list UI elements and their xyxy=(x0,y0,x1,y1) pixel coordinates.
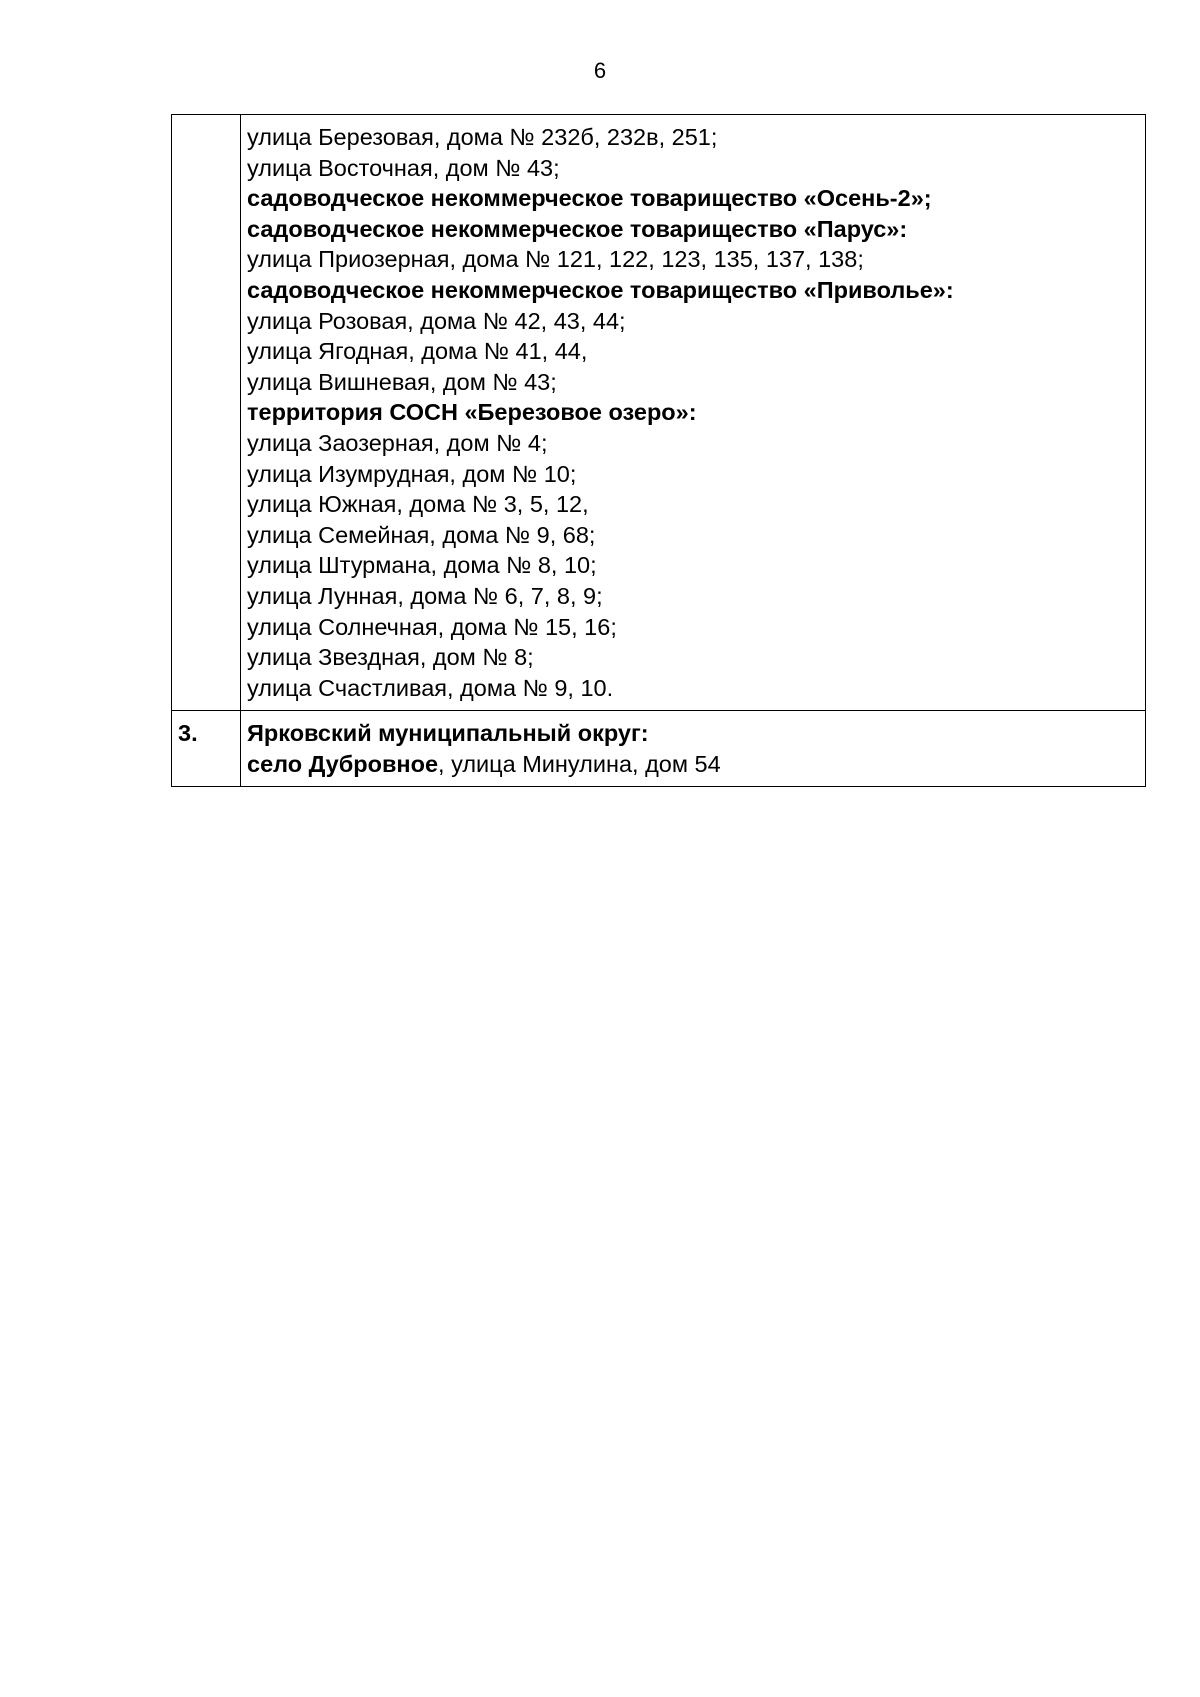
page-number: 6 xyxy=(593,58,607,83)
row-content-cell xyxy=(241,711,1146,787)
address-line: улица Вишневая, дом № 43; xyxy=(247,368,557,395)
row-number-cell: 3. xyxy=(172,711,241,787)
village-name: село Дубровное xyxy=(247,750,439,777)
address-table xyxy=(171,114,1146,787)
table-row xyxy=(172,115,1146,711)
row-content-cell xyxy=(241,115,1146,711)
settlement-heading: садоводческое некоммерческое товарищество «Парус»: xyxy=(247,215,908,242)
row-number-cell xyxy=(172,115,241,711)
settlement-heading: территория СОСН «Березовое озеро»: xyxy=(247,399,697,426)
address-line: улица Изумрудная, дом № 10; xyxy=(247,460,577,487)
address-line: улица Штурмана, дома № 8, 10; xyxy=(247,552,597,579)
address-line: улица Заозерная, дом № 4; xyxy=(247,429,548,456)
settlement-heading: садоводческое некоммерческое товарищество «Приволье»: xyxy=(247,276,954,303)
address-line: улица Восточная, дом № 43; xyxy=(247,154,560,181)
address-line: улица Звездная, дом № 8; xyxy=(247,644,534,671)
address-line: улица Березовая, дома № 232б, 232в, 251; xyxy=(247,124,718,150)
address-line: улица Южная, дома № 3, 5, 12, xyxy=(247,491,589,518)
village-address: , улица Минулина, дом 54 xyxy=(438,750,721,777)
address-line: улица Семейная, дома № 9, 68; xyxy=(247,521,596,548)
address-line: улица Приозерная, дома № 121, 122, 123, 135, 137, 138; xyxy=(247,246,864,273)
settlement-heading: садоводческое некоммерческое товарищество «Осень-2»; xyxy=(247,185,932,212)
village-address-line xyxy=(247,749,1139,780)
address-line: улица Счастливая, дома № 9, 10. xyxy=(247,674,614,701)
address-line: улица Розовая, дома № 42, 43, 44; xyxy=(247,307,626,334)
address-line: улица Ягодная, дома № 41, 44, xyxy=(247,338,588,365)
table-row xyxy=(172,711,1146,787)
district-heading: Ярковский муниципальный округ: xyxy=(247,720,649,747)
address-line: улица Солнечная, дома № 15, 16; xyxy=(247,613,617,640)
address-line: улица Лунная, дома № 6, 7, 8, 9; xyxy=(247,582,603,609)
